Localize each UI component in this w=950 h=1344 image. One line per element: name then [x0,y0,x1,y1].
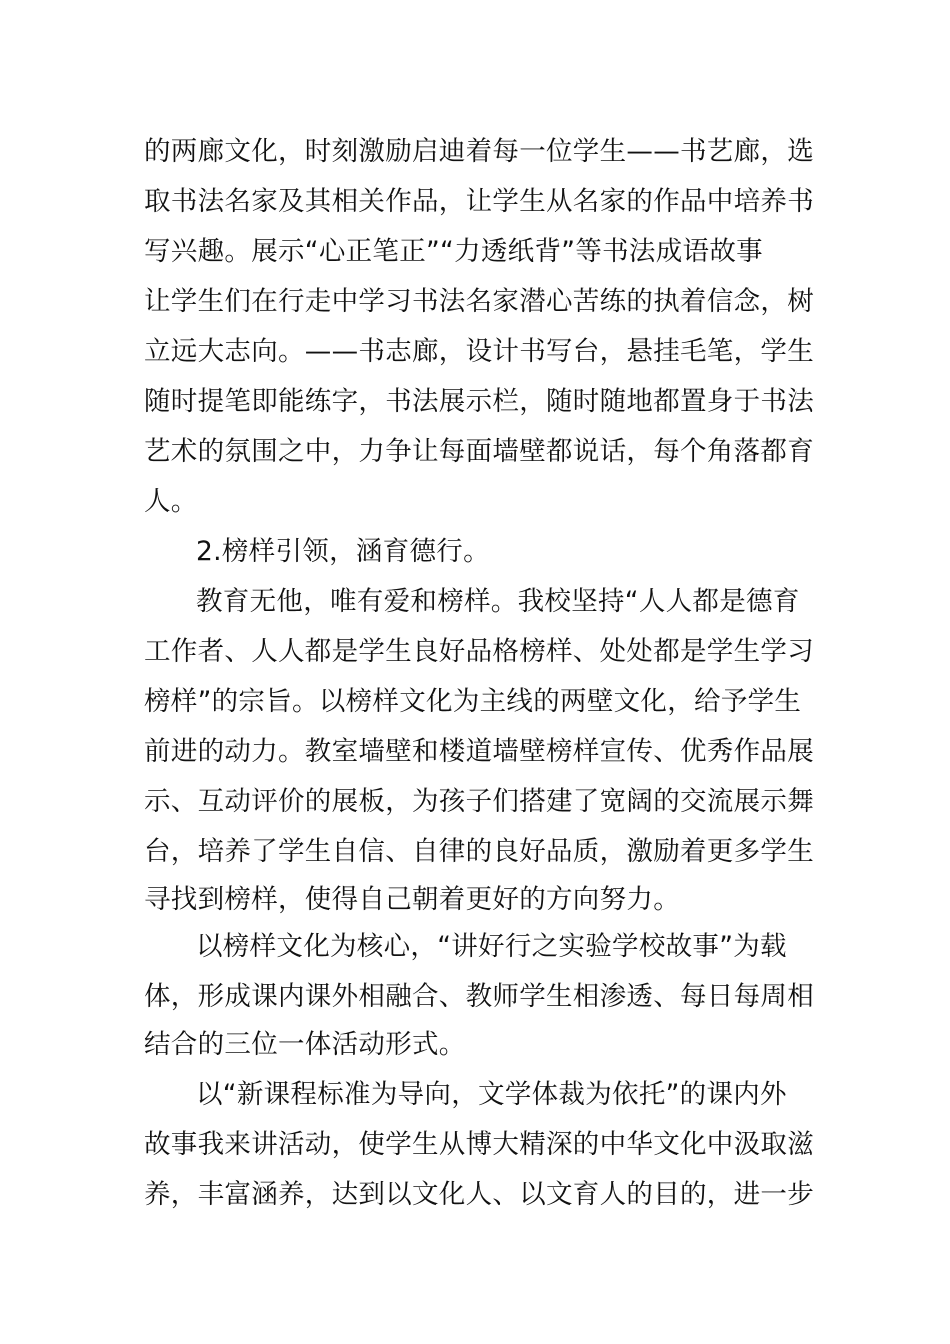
text-line: 以榜样文化为核心，“讲好行之实验学校故事”为载 [196,931,787,962]
text-line: 工作者、人人都是学生良好品格榜样、处处都是学生学习 [144,636,814,667]
text-line: 立远大志向。——书志廊，设计书写台，悬挂毛笔，学生 [144,336,814,367]
text-line: 养，丰富涵养，达到以文化人、以文育人的目的，进一步 [144,1179,814,1210]
text-line: 示、互动评价的展板，为孩子们搭建了宽阔的交流展示舞 [144,786,814,817]
text-line: 寻找到榜样，使得自己朝着更好的方向努力。 [144,884,680,915]
text-line: 结合的三位一体活动形式。 [144,1029,466,1060]
text-line: 的两廊文化，时刻激励启迪着每一位学生——书艺廊，选 [144,136,814,167]
text-line: 写兴趣。展示“心正笔正”“力透纸背”等书法成语故事 [144,236,763,267]
text-line: 取书法名家及其相关作品，让学生从名家的作品中培养书 [144,186,814,217]
section-heading: 2.榜样引领，涵育德行。 [196,536,490,567]
text-line: 榜样”的宗旨。以榜样文化为主线的两壁文化，给予学生 [144,686,802,717]
text-line: 故事我来讲活动，使学生从博大精深的中华文化中汲取滋 [144,1129,814,1160]
text-line: 台，培养了学生自信、自律的良好品质，激励着更多学生 [144,836,814,867]
text-line: 人。 [144,486,198,517]
text-line: 前进的动力。教室墙壁和楼道墙壁榜样宣传、优秀作品展 [144,736,814,767]
text-line: 以“新课程标准为导向，文学体裁为依托”的课内外 [196,1079,787,1110]
text-line: 艺术的氛围之中，力争让每面墙壁都说话，每个角落都育 [144,436,814,467]
text-line: 教育无他，唯有爱和榜样。我校坚持“人人都是德育 [196,586,800,617]
text-line: 体，形成课内课外相融合、教师学生相渗透、每日每周相 [144,981,814,1012]
text-line: 随时提笔即能练字，书法展示栏，随时随地都置身于书法 [144,386,814,417]
text-line: 让学生们在行走中学习书法名家潜心苦练的执着信念，树 [144,286,814,317]
